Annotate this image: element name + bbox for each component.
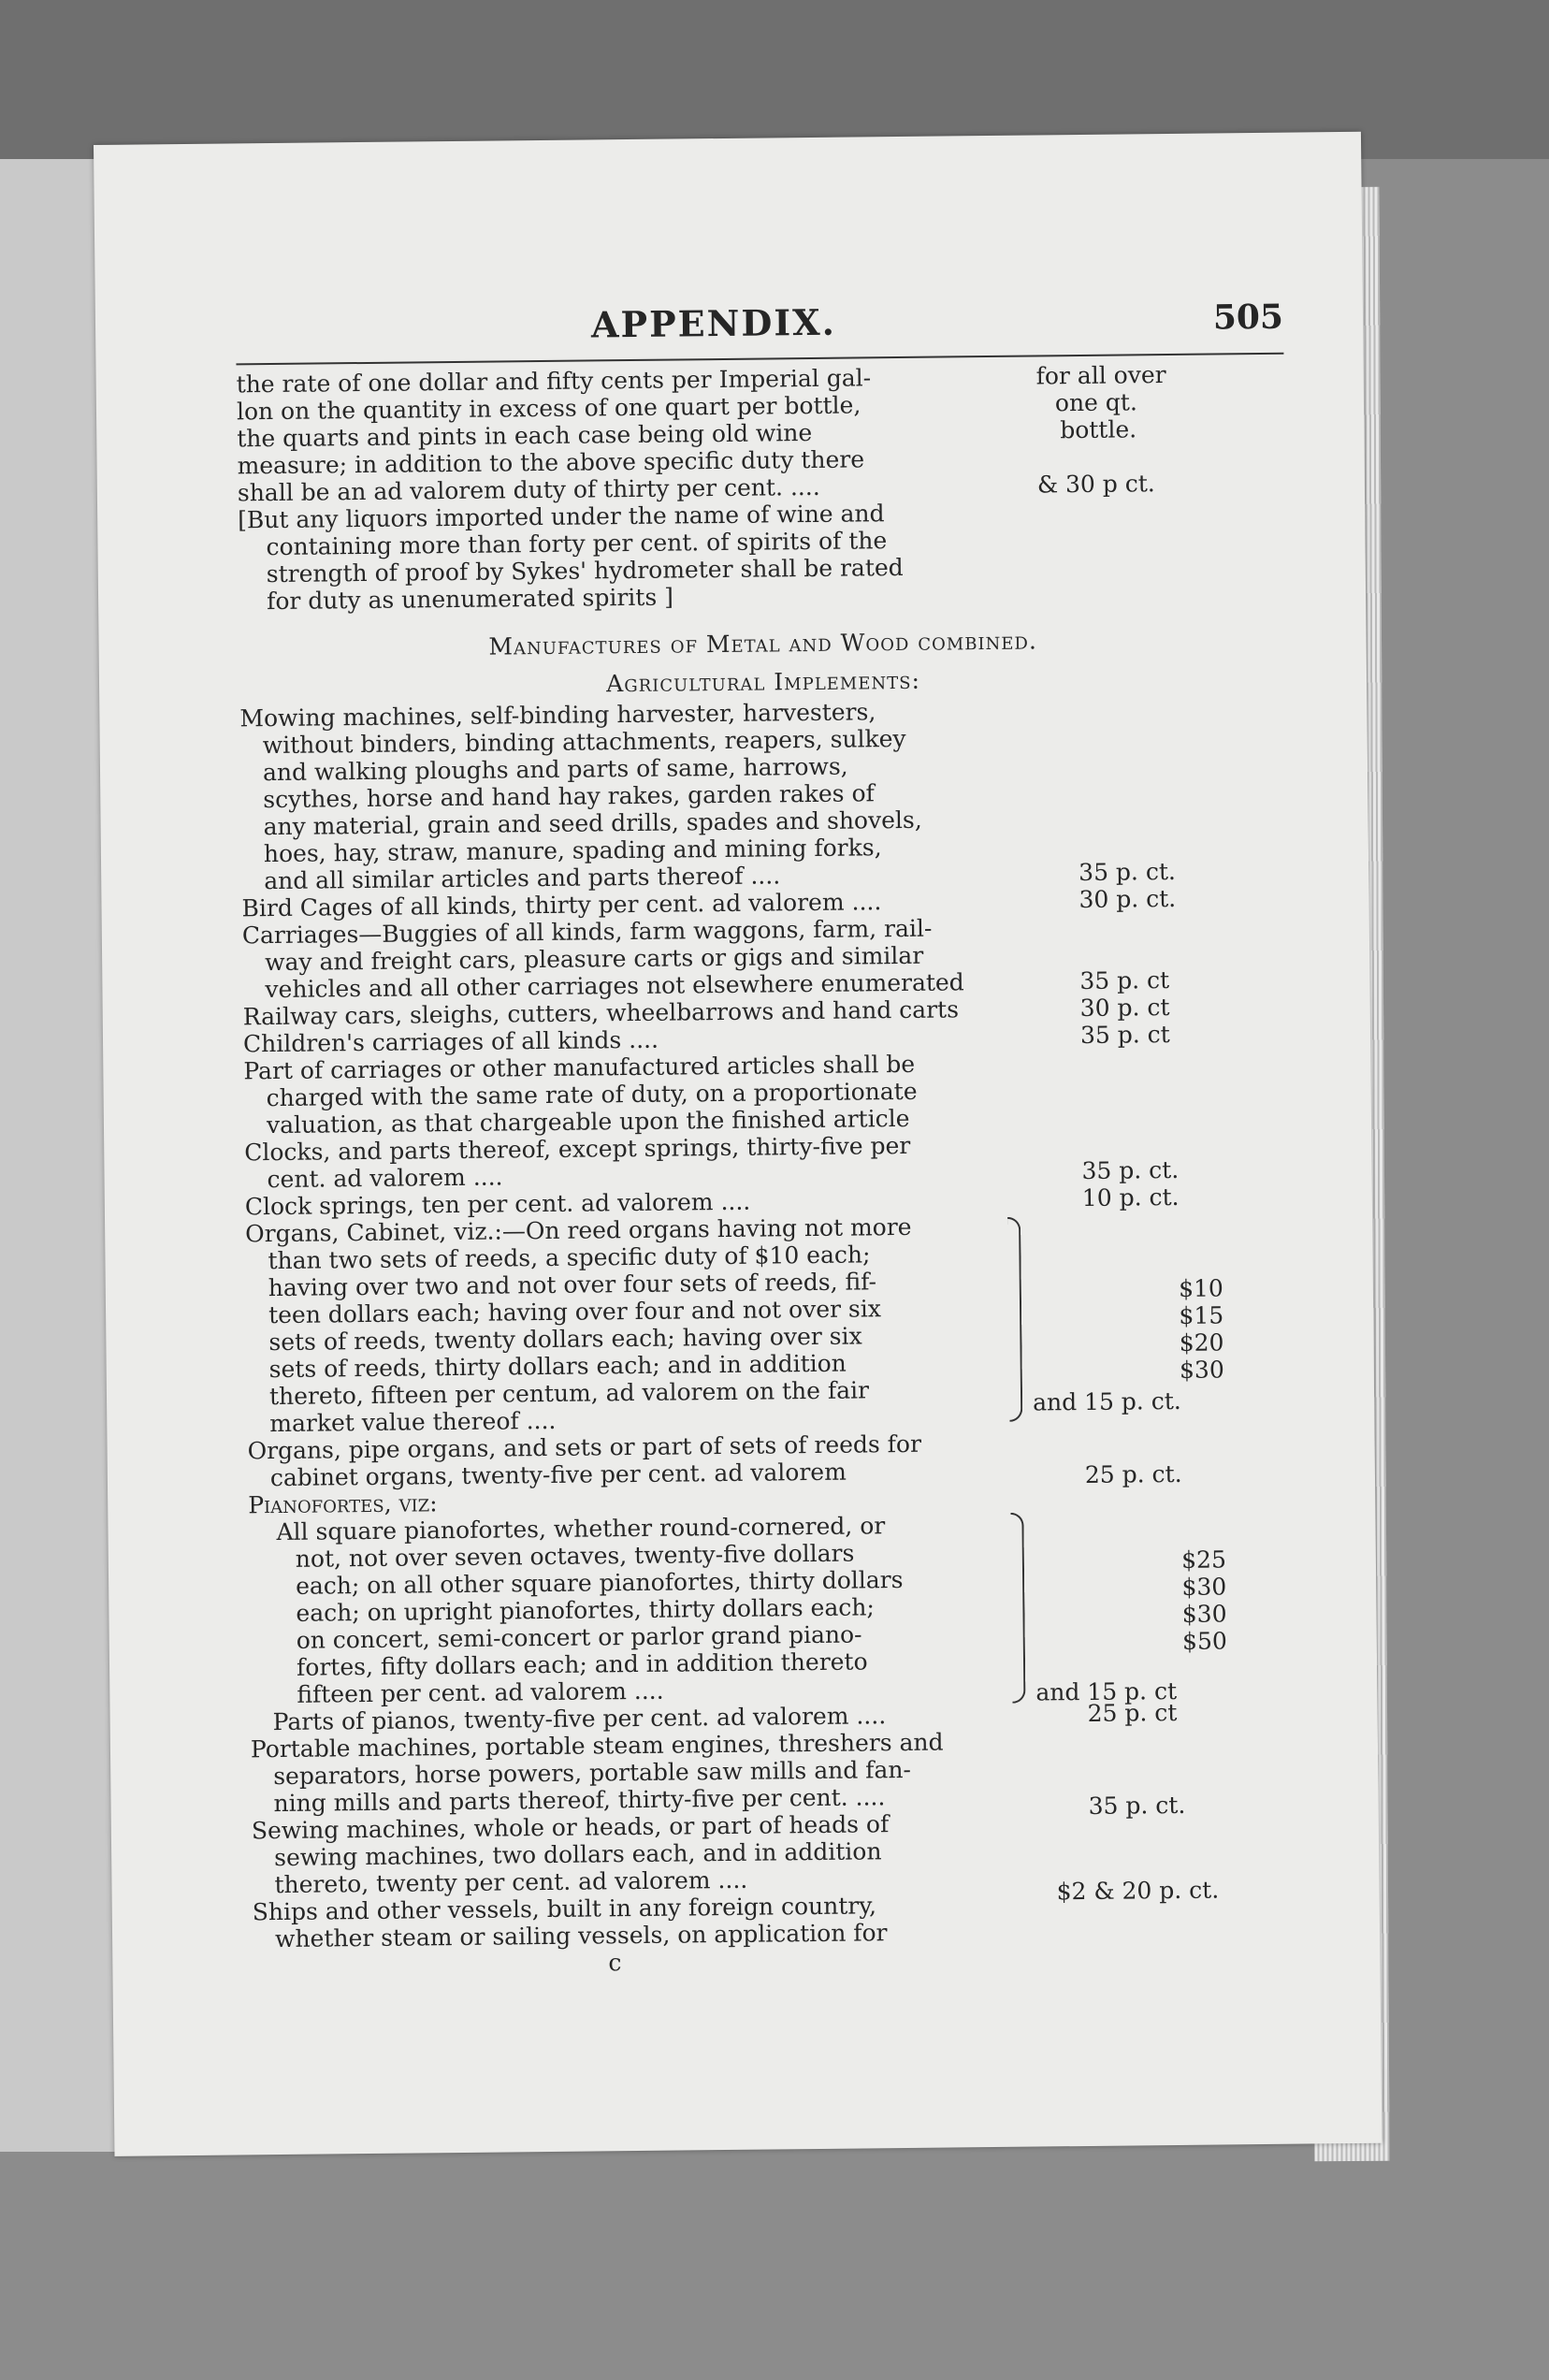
duty-rate: 30 p. ct. (1079, 884, 1177, 914)
text-line: for duty as unenumerated spirits ] (266, 583, 674, 616)
text-line: Organs, Cabinet, viz.:—On reed organs having not more (245, 1212, 912, 1248)
subsection-heading: Agricultural Implements: (606, 666, 921, 698)
text-line: Sewing machines, whole or heads, or part of heads of (251, 1810, 890, 1845)
duty-rate: 25 p. ct. (1084, 1459, 1182, 1488)
text-line: Organs, pipe organs, and sets or part of sets of reeds for (247, 1429, 922, 1465)
duty-rate: 35 p. ct (1079, 966, 1170, 995)
text-line: Ships and other vessels, built in any foreign country, (252, 1892, 877, 1926)
text-line: strength of proof by Sykes' hydrometer shall be rated (266, 553, 904, 588)
text-line: the quarts and pints in each case being old wine bottle. (237, 415, 1137, 453)
text-line: Railway cars, sleighs, cutters, wheelbarrows and hand carts 30 p. ct (242, 994, 1170, 1031)
text-line: any material, grain and seed drills, spades and shovels, (263, 805, 922, 841)
duty-rate: 35 p. ct. (1079, 857, 1177, 887)
book-page (94, 132, 1382, 2156)
text-line: whether steam or sailing vessels, on application for (274, 1919, 888, 1953)
duty-rate: $15 (1179, 1301, 1224, 1329)
text-line: having over two and not over four sets of reeds, fif- (268, 1268, 877, 1302)
duty-rate: $30 (1179, 1356, 1224, 1384)
text-line: All square pianofortes, whether round-cornered, or (276, 1512, 886, 1546)
duty-rate: one qt. (1054, 388, 1137, 417)
text-line: measure; in addition to the above specific duty there (237, 445, 865, 480)
duty-rate: 25 p. ct (1087, 1698, 1178, 1727)
page-text (236, 297, 1301, 1981)
text-line: fortes, fifty dollars each; and in addition thereto (296, 1647, 868, 1681)
text-line: charged with the same rate of duty, on a proportionate (266, 1077, 918, 1112)
duty-rate: $20 (1179, 1328, 1224, 1357)
duty-rate: $10 (1178, 1274, 1224, 1302)
duty-rate: 10 p. ct. (1081, 1183, 1180, 1212)
text-line: way and freight cars, pleasure carts or gigs and similar (265, 941, 924, 977)
text-line: Clock springs, ten per cent. ad valorem .... 10 p. ct. (244, 1183, 1180, 1221)
text-line: Clocks, and parts thereof, except springs, thirty-five per (244, 1131, 911, 1167)
text-line: each; on all other square pianofortes, thirty dollars (295, 1566, 904, 1600)
duty-rate: bottle. (1060, 415, 1137, 444)
text-line: Carriages—Buggies of all kinds, farm waggons, farm, rail- (241, 914, 933, 950)
text-line: fifteen per cent. ad valorem .... (297, 1676, 664, 1708)
text-line: on concert, semi-concert or parlor grand piano- (296, 1620, 862, 1654)
text-line: not, not over seven octaves, twenty-five dollars (295, 1539, 855, 1573)
text-line: Mowing machines, self-binding harvester, harvesters, (239, 698, 876, 733)
piano-rates (1123, 1546, 1227, 1655)
pianofortes-heading: Pianofortes, viz: (248, 1489, 438, 1519)
text-line: the rate of one dollar and fifty cents per Imperial gal- for all over (236, 361, 1166, 399)
text-line: and walking ploughs and parts of same, harrows, (262, 752, 848, 787)
text-line: thereto, fifteen per centum, ad valorem on the fair (268, 1376, 870, 1411)
text-line: cent. ad valorem .... 35 p. ct. (267, 1155, 1180, 1194)
text-line: market value thereof .... (269, 1406, 557, 1438)
text-line: scythes, horse and hand hay rakes, garden rakes of (263, 779, 875, 814)
duty-rate: $2 & 20 p. ct. (1056, 1876, 1220, 1906)
text-line: without binders, binding attachments, reapers, sulkey (262, 724, 906, 760)
duty-rate: $30 (1181, 1600, 1227, 1628)
text-line: [But any liquors imported under the name of wine and (238, 500, 885, 534)
running-header (236, 297, 1284, 366)
duty-rate: and 15 p. ct (1035, 1676, 1178, 1706)
text-line: valuation, as that chargeable upon the finished article (266, 1104, 910, 1139)
duty-rate: $25 (1181, 1546, 1227, 1574)
text-line: and all similar articles and parts thereof .... 35 p. ct. (264, 857, 1177, 895)
text-line: Part of carriages or other manufactured articles shall be (243, 1050, 916, 1085)
duty-rate: 35 p. ct (1079, 1021, 1170, 1050)
pianos-block (248, 1508, 1297, 1709)
duty-rate: & 30 p ct. (1036, 470, 1155, 499)
text-line: Portable machines, portable steam engines, threshers and (250, 1728, 944, 1763)
intro-block (237, 360, 1287, 616)
text-line: hoes, hay, straw, manure, spading and mining forks, (263, 834, 882, 868)
page-title: APPENDIX. (590, 300, 837, 346)
text-line: sets of reeds, thirty dollars each; and in addition (268, 1349, 847, 1384)
organ-rates (1121, 1274, 1224, 1384)
text-line: thereto, twenty per cent. ad valorem .... $2 & 20 p. ct. (274, 1865, 1220, 1906)
pipe-organs-block (247, 1427, 1296, 1519)
tariff-list (239, 694, 1293, 1248)
text-line: Bird Cages of all kinds, thirty per cent. ad valorem .... 30 p. ct. (241, 884, 1177, 922)
page-number: 505 (1212, 297, 1284, 338)
text-line: teen dollars each; having over four and not over six (268, 1295, 882, 1329)
text-line: Parts of pianos, twenty-five per cent. ad valorem .... 25 p. ct (272, 1698, 1178, 1736)
organs-block (245, 1237, 1295, 1438)
text-line: containing more than forty per cent. of spirits of the (266, 527, 888, 561)
duty-rate: 35 p. ct. (1088, 1791, 1186, 1820)
text-line: cabinet organs, twenty-five per cent. ad valorem 25 p. ct. (269, 1458, 1182, 1492)
text-line: shall be an ad valorem duty of thirty per cent. .... & 30 p ct. (237, 470, 1155, 507)
grouping-brace (1010, 1513, 1025, 1704)
text-line: each; on upright pianofortes, thirty dollars each; (296, 1593, 875, 1627)
signature-mark: c (608, 1949, 622, 1977)
duty-rate: 30 p. ct (1079, 994, 1170, 1023)
text-line: Children's carriages of all kinds .... 35 p. ct (242, 1021, 1170, 1058)
text-line: sewing machines, two dollars each, and in addition (274, 1837, 882, 1872)
text-line: lon on the quantity in excess of one quart per bottle, one qt. (236, 388, 1137, 426)
final-block (251, 1698, 1301, 1981)
text-line: than two sets of reeds, a specific duty of $10 each; (268, 1241, 871, 1275)
duty-rate: and 15 p. ct. (1032, 1386, 1181, 1416)
duty-rate: for all over (1035, 361, 1166, 390)
text-line: sets of reeds, twenty dollars each; having over six (268, 1322, 862, 1357)
duty-rate: $50 (1181, 1627, 1227, 1655)
duty-rate: $30 (1181, 1573, 1227, 1601)
text-line: vehicles and all other carriages not elsewhere enumerated 35 p. ct (265, 966, 1170, 1004)
duty-rate: 35 p. ct. (1081, 1155, 1180, 1184)
grouping-brace (1007, 1217, 1022, 1422)
section-heading: Manufactures of Metal and Wood combined. (488, 627, 1038, 660)
text-line: ning mills and parts thereof, thirty-five per cent. .... 35 p. ct. (273, 1783, 1186, 1820)
text-line: separators, horse powers, portable saw mills and fan- (273, 1755, 912, 1791)
